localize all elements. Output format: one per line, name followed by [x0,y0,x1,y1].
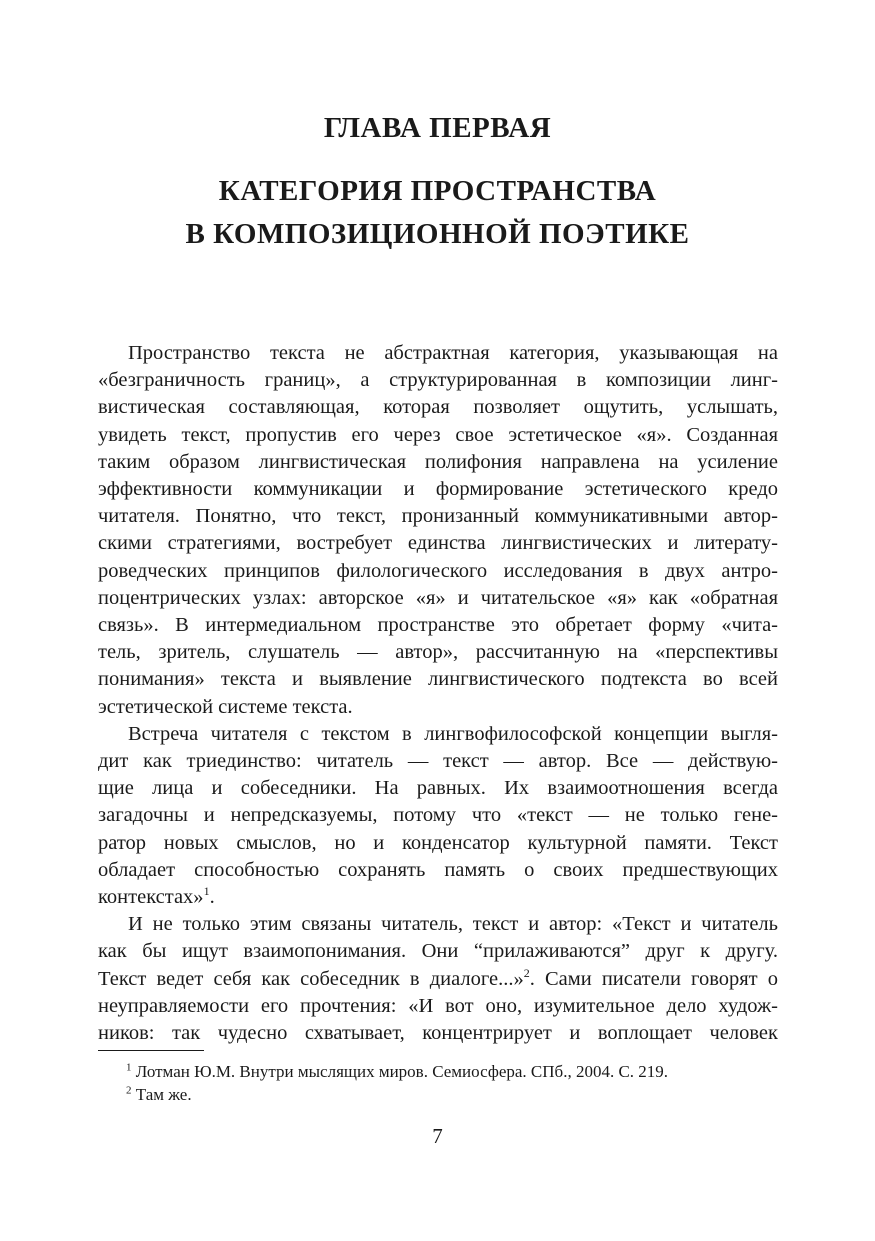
footnote-number: 2 [126,1084,132,1097]
text-line: вистическая составляющая, которая позволяет ощутить, услышать, [98,396,778,419]
text-line: неуправляемости его прочтения: «И вот оно, изумительное дело худож- [98,994,778,1017]
footnote-text: Лотман Ю.М. Внутри мыслящих миров. Семиосфера. СПб., 2004. С. 219. [135,1062,669,1081]
text-line: поцентрических узлах: авторское «я» и читательское «я» как «обратная [98,586,778,609]
paragraph [98,911,778,1047]
text-line: дит как триединство: читатель — текст — автор. Все — действую- [98,750,778,773]
text-fragment: . [209,886,215,909]
text-line [98,966,778,993]
text-line: щие лица и собеседники. На равных. Их взаимоотношения всегда [98,777,778,800]
chapter-title [0,170,875,256]
paragraph [98,340,778,721]
text-line: как бы ищут взаимопонимания. Они “прилаживаются” друг к другу. [98,940,778,963]
text-line: скими стратегиями, востребует единства лингвистических и литерату- [98,532,778,555]
text-line: увидеть текст, пропустив его через свое эстетическое «я». Созданная [98,423,778,446]
text-line [98,884,778,911]
text-line: Пространство текста не абстрактная категория, указывающая на [128,342,778,364]
footnote-ref[interactable]: 2 [523,965,530,980]
footnote-ref[interactable]: 1 [203,884,210,899]
text-fragment: контекстах» [98,886,204,909]
text-line: роведческих принципов филологического исследования в двух антро- [98,559,778,582]
chapter-heading: ГЛАВА ПЕРВАЯ [323,112,552,144]
text-line: Встреча читателя с текстом в лингвофилософской концепции выгля- [128,722,778,745]
paragraph [98,721,778,911]
footnote-number: 1 [126,1061,132,1074]
text-line: таким образом лингвистическая полифония направлена на усиление [98,450,778,473]
text-line: понимания» текста и выявление лингвистического подтекста во всей [98,668,778,691]
text-line: тель, зритель, слушатель — автор», рассчитанную на «перспективы [98,641,778,664]
text-line: загадочны и непредсказуемы, потому что «текст — не только гене- [98,804,778,827]
footnote-text: Там же. [135,1085,192,1104]
footnote [126,1060,668,1083]
title-line: КАТЕГОРИЯ ПРОСТРАНСТВА [218,175,657,207]
page-number: 7 [432,1124,443,1148]
text-fragment: . Сами писатели говорят о [529,967,778,990]
text-line: И не только этим связаны читатель, текст и автор: «Текст и читатель [128,913,778,936]
body-text [98,340,778,1047]
text-line: эстетической системе текста. [98,695,353,718]
text-line: эффективности коммуникации и формирование эстетического кредо [98,478,778,501]
text-line: обладает способностью сохранять память о своих предшествующих [98,858,778,881]
title-line: В КОМПОЗИЦИОННОЙ ПОЭТИКЕ [185,218,690,250]
text-line: «безграничность границ», а структурированная в композиции линг- [98,369,778,392]
text-line: связь». В интермедиальном пространстве это обретает форму «чита- [98,614,778,637]
footnotes [126,1060,668,1106]
footnote [126,1083,668,1106]
text-line: ников: так чудесно схватывает, концентрирует и воплощает человек [98,1022,778,1045]
text-line: ратор новых смыслов, но и конденсатор культурной памяти. Текст [98,831,778,854]
text-line: читателя. Понятно, что текст, пронизанный коммуникативными автор- [98,505,778,528]
footnote-divider [98,1050,204,1051]
text-fragment: Текст ведет себя как собеседник в диалоге...» [98,967,524,990]
